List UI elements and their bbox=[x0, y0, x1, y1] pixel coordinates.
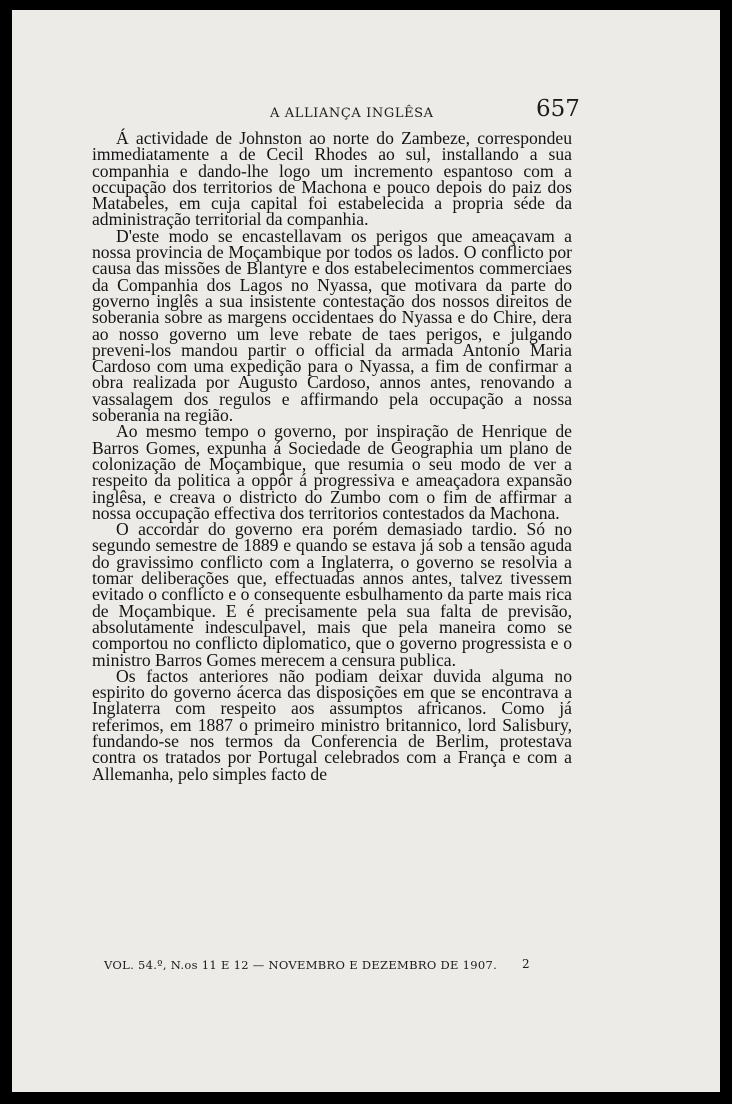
paragraph: Os factos anteriores não podiam deixar duvida alguma no espirito do governo ácerca das disposições em que se encontrava a Inglaterra com respeito aos assumptos africanos. Como já referimos, em 1887 o primeiro ministro britannico, lord Salisbury, fundando-se nos termos da Conferencia de Berlim, protestava contra os tratados por Portugal celebrados com a França e com a Allemanha, pelo simples facto de bbox=[92, 665, 572, 784]
signature-mark: 2 bbox=[522, 957, 530, 971]
paragraph: Ao mesmo tempo o governo, por inspiração de Henrique de Barros Gomes, expunha á Sociedade de Geographia um plano de colonização de Moçambique, que resumia o seu modo de ver a respeito da politica a oppôr á progressiva e ameaçadora expansão inglêsa, e creava o districto do Zumbo com o fim de affirmar a nossa occupação effectiva dos territorios contestados da Machona. bbox=[92, 421, 572, 523]
running-head: A ALLIANÇA INGLÊSA bbox=[270, 106, 434, 121]
page-number: 657 bbox=[536, 96, 580, 122]
volume-line: VOL. 54.º, N.os 11 E 12 — NOVEMBRO E DEZEMBRO DE 1907. bbox=[104, 958, 498, 972]
paragraph: D'este modo se encastellavam os perigos que ameaçavam a nossa provincia de Moçambique por todos os lados. O conflicto por causa das missões de Blantyre e dos estabelecimentos commerciaes da Companhia dos Lagos no Nyassa, que motivara da parte do governo inglês a sua insistente contestação dos nossos direitos de soberania sobre as margens occidentaes do Nyassa e do Chire, dera ao nosso governo um leve rebate de taes perigos, e julgando preveni-los mandou partir o official da armada Antonio Maria Cardoso com uma expedição para o Nyassa, a fim de confirmar a obra realizada por Augusto Cardoso, annos antes, renovando a vassalagem dos regulos e affirmando pela occupação a nossa soberania na região. bbox=[92, 225, 572, 426]
body-text bbox=[92, 130, 572, 782]
paragraph: Á actividade de Johnston ao norte do Zambeze, correspondeu immediatamente a de Cecil Rhodes ao sul, installando a sua companhia e dando-lhe logo um incremento espantoso com a occupação dos territorios de Machona e pouco depois do paiz dos Matabeles, em cuja capital foi estabelecida a propria séde da administração territorial da companhia. bbox=[92, 128, 572, 230]
book-page bbox=[12, 10, 720, 1092]
paragraph: O accordar do governo era porém demasiado tardio. Só no segundo semestre de 1889 e quando se estava já sob a tensão aguda do gravissimo conflicto com a Inglaterra, o governo se resolvia a tomar deliberações que, effectuadas annos antes, talvez tivessem evitado o conflicto e o consequente esbulhamento da parte mais rica de Moçambique. E é precisamente pela sua falta de previsão, absolutamente indesculpavel, mais que pela maneira como se comportou no conflicto diplomatico, que o governo progressista e o ministro Barros Gomes merecem a censura publica. bbox=[92, 519, 572, 670]
